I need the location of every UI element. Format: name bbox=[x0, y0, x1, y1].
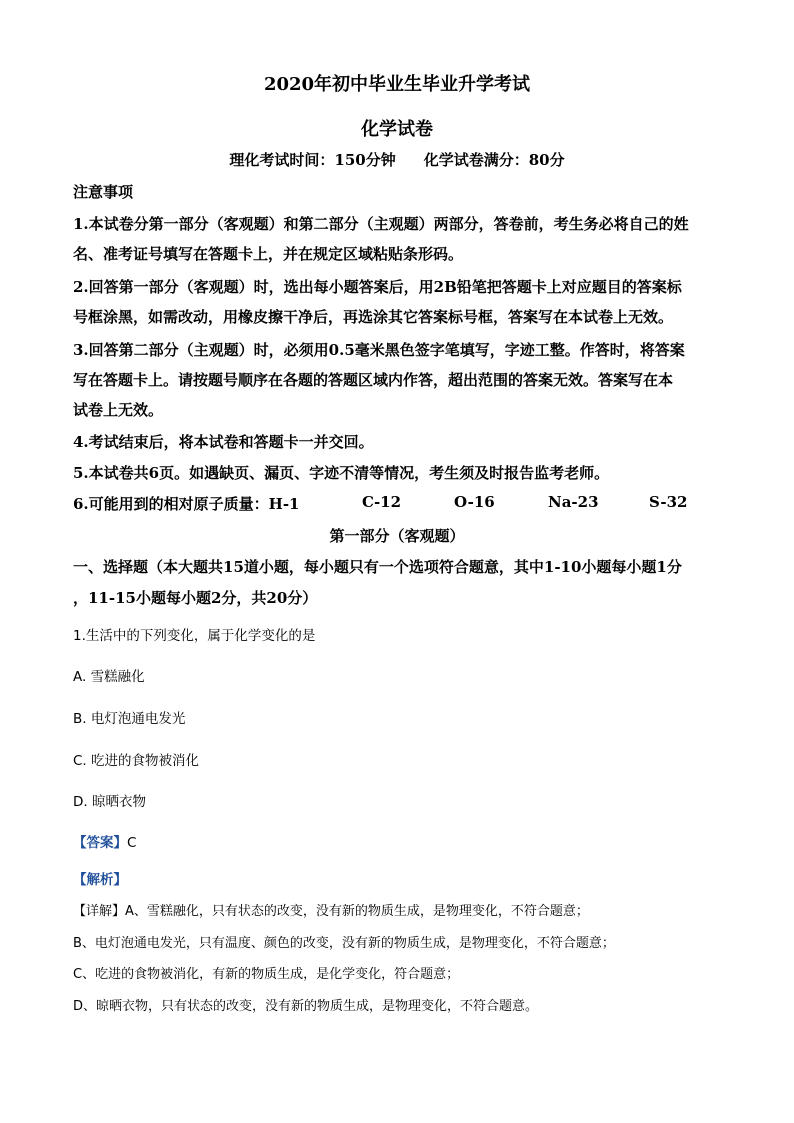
atomic-mass-na: Na-23 bbox=[548, 493, 599, 511]
option-c: C. 吃进的食物被消化 bbox=[73, 753, 200, 769]
exam-time-info: 理化考试时间：150分钟 bbox=[229, 151, 396, 169]
atomic-masses-label: 6.可能用到的相对原子质量：H-1 bbox=[73, 495, 300, 513]
detail-line: B、电灯泡通电发光，只有温度、颜色的改变，没有新的物质生成，是物理变化，不符合题意； bbox=[73, 936, 615, 951]
answer-tag: 【答案】 bbox=[73, 835, 127, 851]
exam-meta bbox=[0, 149, 794, 170]
notes-line: 试卷上无效。 bbox=[73, 401, 164, 419]
notes-heading: 注意事项 bbox=[73, 183, 134, 201]
question-stem: 1.生活中的下列变化，属于化学变化的是 bbox=[73, 628, 316, 644]
exam-subtitle: 化学试卷 bbox=[361, 119, 433, 140]
notes-line: 1.本试卷分第一部分（客观题）和第二部分（主观题）两部分，答卷前，考生务必将自己的姓 bbox=[73, 215, 689, 233]
notes-line: 号框涂黑，如需改动，用橡皮擦干净后，再选涂其它答案标号框，答案写在本试卷上无效。 bbox=[73, 308, 674, 326]
atomic-mass-o: O-16 bbox=[454, 493, 495, 511]
detail-line: C、吃进的食物被消化，有新的物质生成，是化学变化，符合题意； bbox=[73, 967, 460, 982]
notes-line: 4.考试结束后，将本试卷和答题卡一并交回。 bbox=[73, 433, 374, 451]
option-a: A. 雪糕融化 bbox=[73, 669, 145, 685]
notes-atomic-masses bbox=[73, 493, 688, 514]
option-b: B. 电灯泡通电发光 bbox=[73, 711, 186, 727]
notes-line: 3.回答第二部分（主观题）时，必须用0.5毫米黑色签字笔填写，字迹工整。作答时，将答案 bbox=[73, 341, 685, 359]
notes-line: 5.本试卷共6页。如遇缺页、漏页、字迹不清等情况，考生须及时报告监考老师。 bbox=[73, 464, 610, 482]
exam-title: 2020年初中毕业生毕业升学考试 bbox=[263, 74, 531, 95]
section-instruction-line: ，11-15小题每小题2分，共20分） bbox=[73, 589, 318, 607]
option-d: D. 晾晒衣物 bbox=[73, 794, 146, 810]
notes-line: 写在答题卡上。请按题号顺序在各题的答题区域内作答，超出范围的答案无效。答案写在本 bbox=[73, 371, 674, 389]
part1-heading: 第一部分（客观题） bbox=[329, 527, 465, 545]
exam-score-info: 化学试卷满分：80分 bbox=[423, 151, 565, 169]
section-instruction-line: 一、选择题（本大题共15道小题，每小题只有一个选项符合题意，其中1-10小题每小题1分 bbox=[73, 558, 682, 576]
answer-line bbox=[73, 831, 136, 851]
detail-text: A、雪糕融化，只有状态的改变，没有新的物质生成，是物理变化，不符合题意； bbox=[125, 904, 589, 919]
detail-tag: 【详解】 bbox=[73, 904, 126, 919]
notes-line: 名、准考证号填写在答题卡上，并在规定区域粘贴条形码。 bbox=[73, 245, 464, 263]
notes-line: 2.回答第一部分（客观题）时，选出每小题答案后，用2B铅笔把答题卡上对应题目的答案标 bbox=[73, 278, 682, 296]
atomic-mass-s: S-32 bbox=[649, 493, 688, 511]
atomic-mass-c: C-12 bbox=[362, 493, 402, 511]
answer-value: C bbox=[127, 835, 137, 851]
analysis-tag: 【解析】 bbox=[73, 872, 127, 888]
analysis-line bbox=[73, 868, 127, 888]
detail-line: D、晾晒衣物，只有状态的改变，没有新的物质生成，是物理变化，不符合题意。 bbox=[73, 999, 539, 1014]
detail-line bbox=[73, 900, 589, 919]
